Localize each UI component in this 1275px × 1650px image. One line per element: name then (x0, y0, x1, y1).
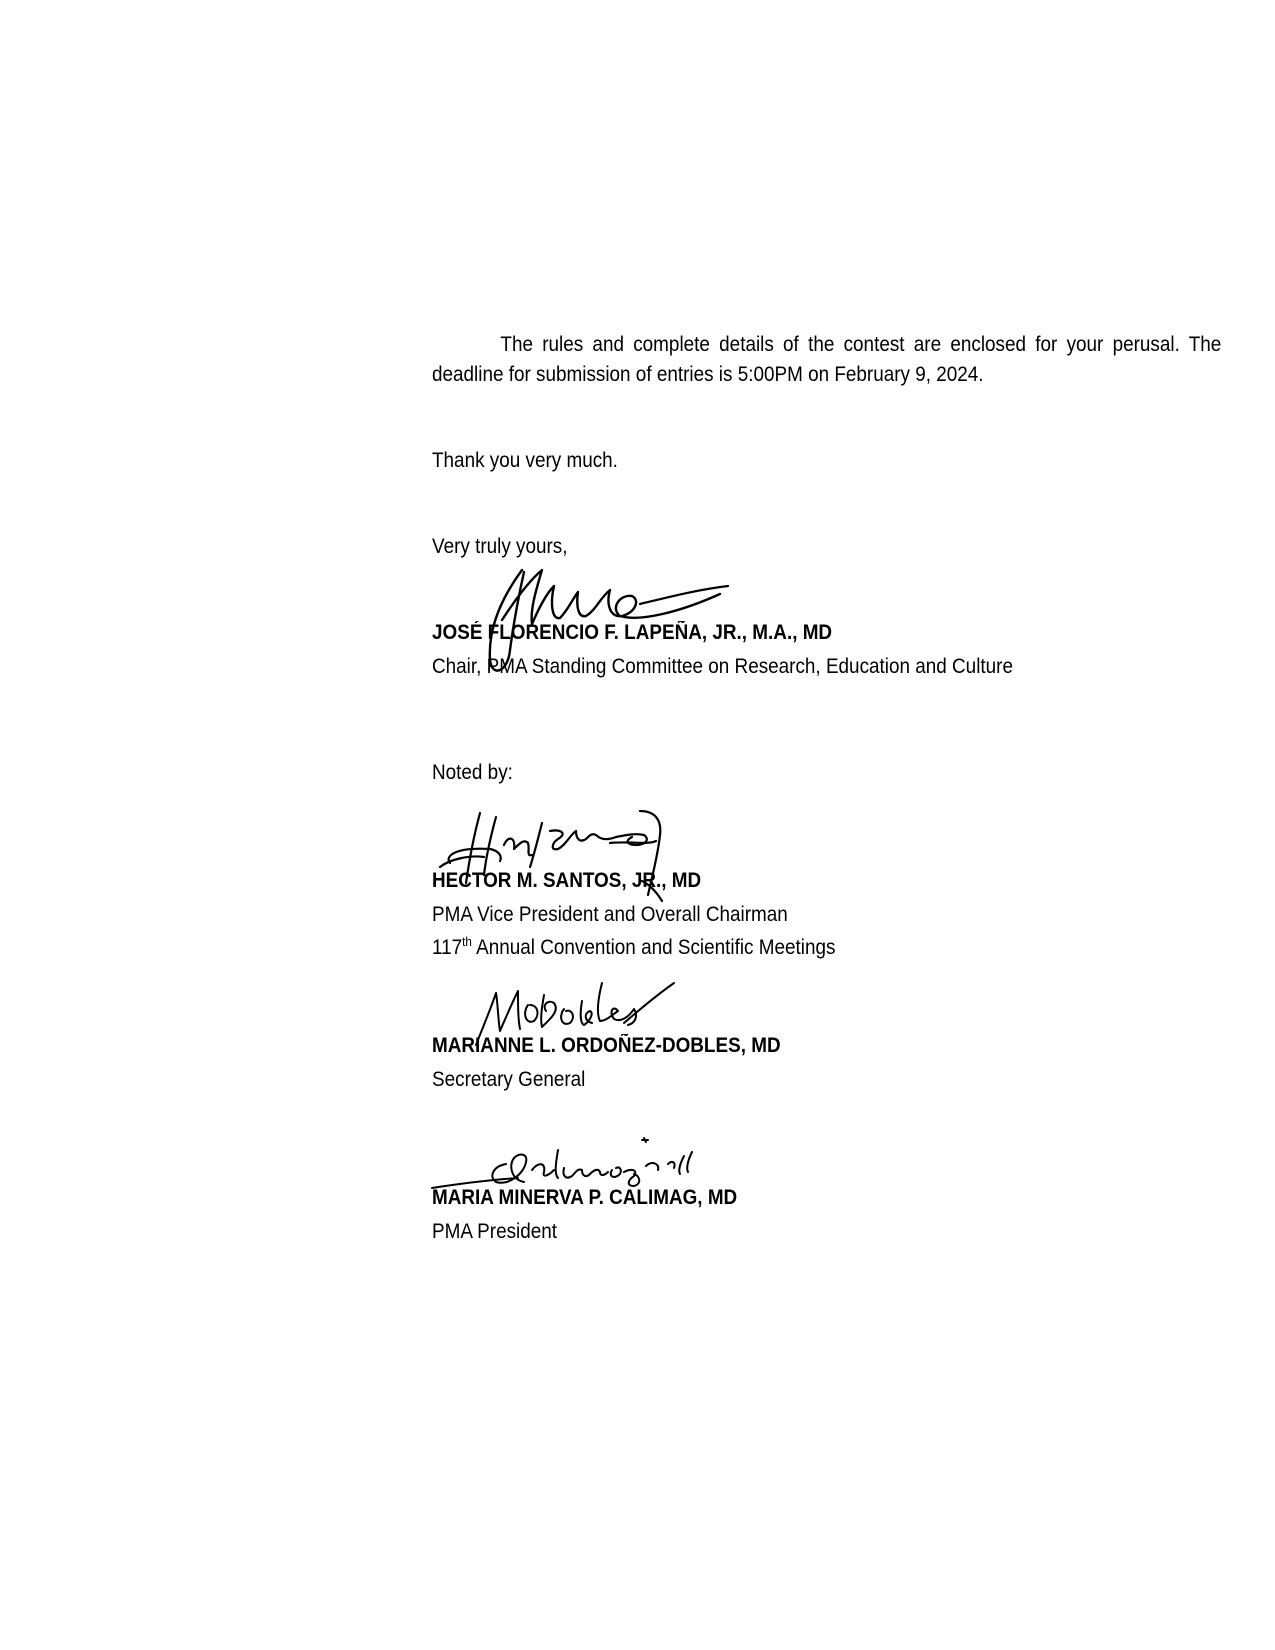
signatory-title-lapena: Chair, PMA Standing Committee on Research, Education and Culture (432, 655, 1013, 678)
body-paragraph: The rules and complete details of the contest are enclosed for your perusal. The deadline for submission of entries is 5:00PM on February 9, 2024. (432, 333, 1222, 386)
closing-line: Very truly yours, (432, 535, 568, 558)
convention-ordinal-suffix: th (462, 934, 472, 949)
signatory-title-santos-1: PMA Vice President and Overall Chairman (432, 903, 788, 926)
signatory-name-ordonez-dobles: MARIANNE L. ORDOÑEZ-DOBLES, MD (432, 1034, 781, 1057)
signatory-title-calimag: PMA President (432, 1220, 558, 1243)
signatory-title-ordonez-dobles: Secretary General (432, 1068, 586, 1091)
convention-name: Annual Convention and Scientific Meetings (471, 936, 836, 959)
convention-number: 117 (432, 936, 463, 959)
signature-lapena (460, 560, 750, 680)
signatory-name-calimag: MARIA MINERVA P. CALIMAG, MD (432, 1186, 738, 1209)
signature-ordonez-dobles (468, 975, 688, 1055)
signatory-name-santos: HECTOR M. SANTOS, JR., MD (432, 869, 702, 892)
noted-by-label: Noted by: (432, 761, 513, 784)
signature-santos (430, 805, 720, 905)
signature-calimag (428, 1130, 728, 1200)
signatory-title-santos-2 (432, 933, 835, 963)
thanks-line: Thank you very much. (432, 449, 618, 472)
signatory-name-lapena: JOSÉ FLORENCIO F. LAPEÑA, JR., M.A., MD (432, 621, 833, 644)
